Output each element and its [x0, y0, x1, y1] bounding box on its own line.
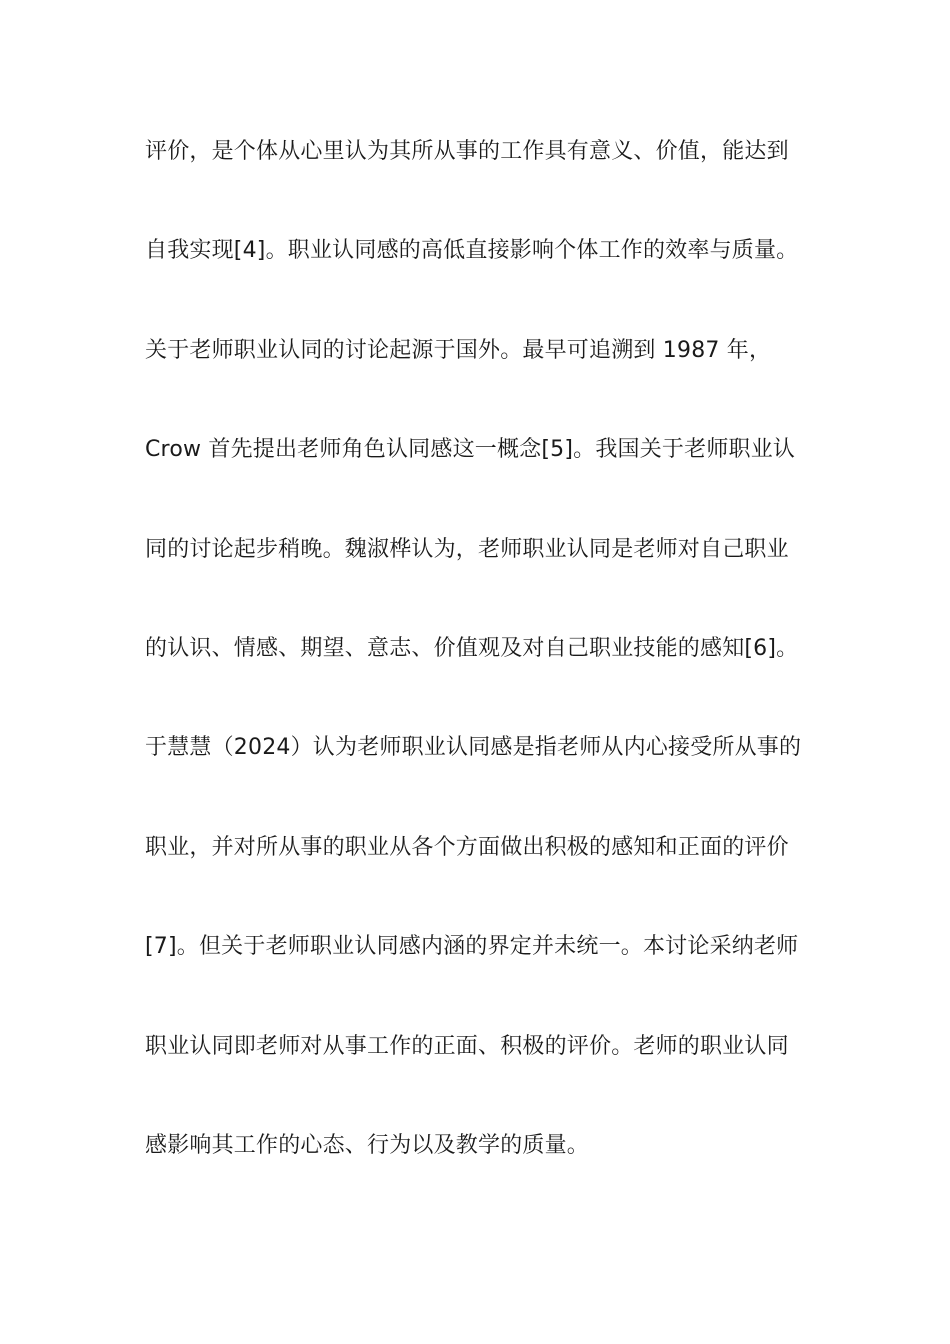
text-line: Crow 首先提出老师角色认同感这一概念[5]。我国关于老师职业认 — [145, 437, 796, 463]
body-paragraph — [145, 128, 845, 1221]
text-line: 评价，是个体从心里认为其所从事的工作具有意义、价值，能达到 — [145, 139, 789, 164]
text-line: 职业，并对所从事的职业从各个方面做出积极的感知和正面的评价 — [145, 834, 789, 860]
text-line: 于慧慧（2024）认为老师职业认同感是指老师从内心接受所从事的 — [145, 735, 802, 761]
text-line: 职业认同即老师对从事工作的正面、积极的评价。老师的职业认同 — [145, 1033, 789, 1059]
text-line: 的认识、情感、期望、意志、价值观及对自己职业技能的感知[6]。 — [145, 635, 799, 661]
text-line: 自我实现[4]。职业认同感的高低直接影响个体工作的效率与质量。 — [145, 238, 799, 264]
text-line: 关于老师职业认同的讨论起源于国外。最早可追溯到 1987 年， — [145, 337, 772, 363]
text-line: [7]。但关于老师职业认同感内涵的界定并未统一。本讨论采纳老师 — [145, 934, 799, 960]
text-line: 同的讨论起步稍晚。魏淑桦认为，老师职业认同是老师对自己职业 — [145, 536, 789, 562]
text-line: 感影响其工作的心态、行为以及教学的质量。 — [145, 1132, 590, 1158]
